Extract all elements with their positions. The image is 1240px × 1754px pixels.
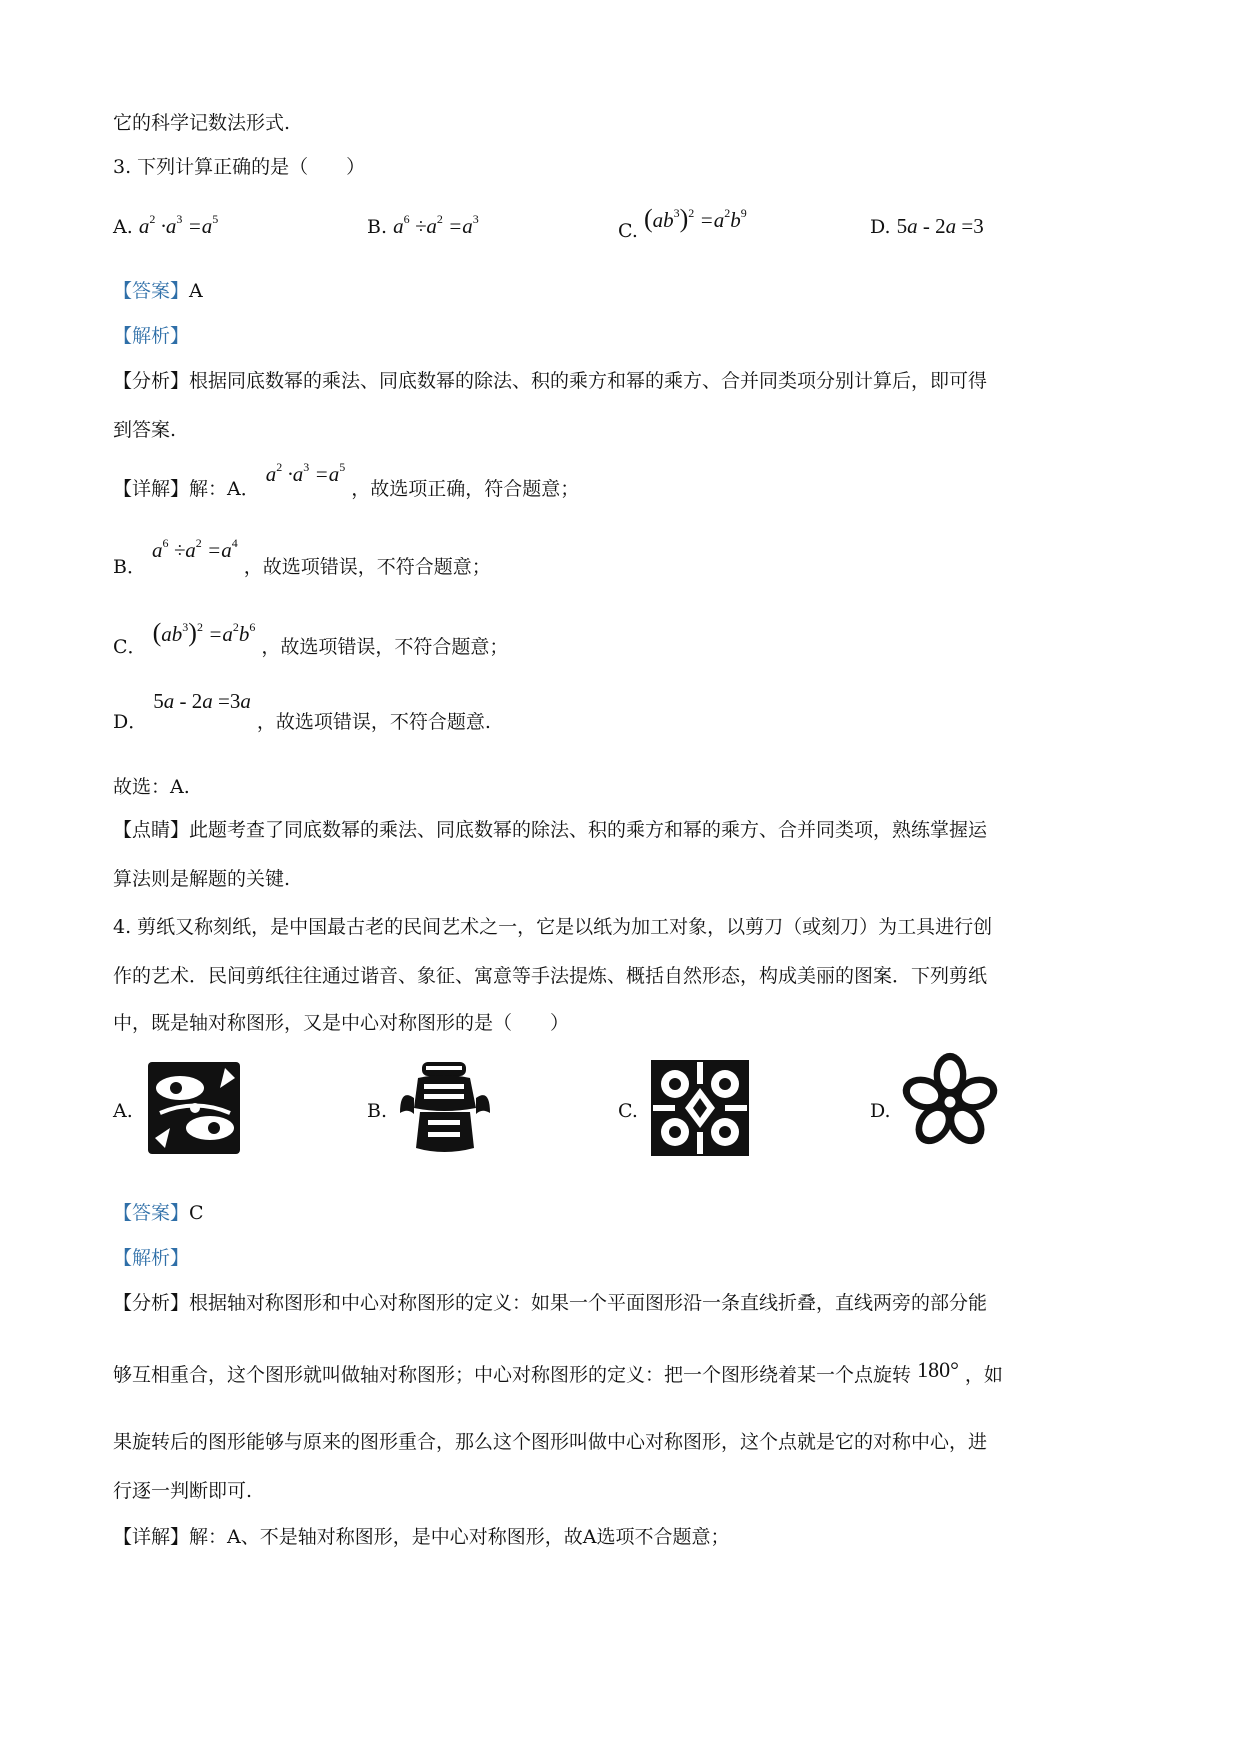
q3-fenxi-line-1 (113, 366, 987, 393)
continued-text: 它的科学记数法形式. (113, 112, 291, 134)
xiangjie-suffix: ，故选项错误，不符合题意. (256, 711, 491, 733)
math-expression: $a^2 \cdot a^3 =a^5$ (265, 460, 346, 486)
math-expression: 5a - 2a =3a (153, 689, 251, 713)
q3-jiexi-tag: 【解析】 (113, 325, 190, 347)
q4-stem-line-1: 4. 剪纸又称刻纸，是中国最古老的民间艺术之一，它是以纸为加工对象，以剪刀（或刻刀）为工具进行创 (113, 916, 993, 938)
math-expression: $(ab^3)^2 =a^2b^6$ (152, 618, 256, 647)
xiangjie-prefix: B． (113, 556, 146, 578)
papercut-square-flower-image (645, 1058, 755, 1158)
q3-xiangjie-b (113, 536, 491, 579)
q4-option-b-label: B. (367, 1100, 388, 1122)
xiangjie-prefix: C． (113, 636, 147, 658)
papercut-vase-image (390, 1058, 500, 1158)
xiangjie-tag: 【详解】 (113, 478, 190, 500)
answer-tag: 【答案】 (113, 1202, 190, 1224)
q4-answer (113, 1198, 204, 1225)
q4-option-d-label: D. (870, 1100, 891, 1122)
fenxi-text-end: ，如 (964, 1364, 1003, 1386)
q3-xiangjie-a (113, 460, 580, 501)
option-label: C. (618, 220, 638, 242)
fenxi-tag: 【分析】 (113, 1292, 190, 1314)
xiangjie-suffix: ，故选项错误，不符合题意； (261, 636, 509, 658)
q4-jiexi-tag: 【解析】 (113, 1247, 190, 1269)
q3-option-d (870, 214, 984, 239)
dianjing-text: 此题考查了同底数幂的乘法、同底数幂的除法、积的乘方和幂的乘方、合并同类项，熟练掌握运 (189, 819, 988, 841)
answer-value: C (189, 1202, 204, 1224)
q4-stem-line-2: 作的艺术．民间剪纸往往通过谐音、象征、寓意等手法提炼、概括自然形态，构成美丽的图案．下列剪纸 (113, 965, 988, 987)
dianjing-tag: 【点睛】 (113, 819, 190, 841)
answer-tag: 【答案】 (113, 280, 190, 302)
q4-stem-line-3: 中，既是轴对称图形，又是中心对称图形的是（ ） (113, 1012, 570, 1034)
q4-fenxi-line-4: 行逐一判断即可. (113, 1480, 253, 1502)
fenxi-text: 根据同底数幂的乘法、同底数幂的除法、积的乘方和幂的乘方、合并同类项分别计算后，即可得 (189, 370, 988, 392)
angle-value: 180° (917, 1357, 959, 1382)
math-expression: $a^6 \div a^2 =a^4$ (152, 536, 238, 562)
fenxi-tag: 【分析】 (113, 370, 190, 392)
q4-xiangjie-line-1 (113, 1522, 729, 1549)
xiangjie-tag: 【详解】 (113, 1526, 190, 1548)
q3-xiangjie-c (113, 618, 509, 660)
q3-dianjing-line-1 (113, 815, 987, 842)
option-label: B. (367, 216, 388, 238)
xiangjie-suffix: ，故选项错误，不符合题意； (243, 556, 491, 578)
math-expression: $a^2 \cdot a^3 =a^5$ (138, 212, 219, 238)
fenxi-text: 够互相重合，这个图形就叫做轴对称图形；中心对称图形的定义：把一个图形绕着某一个点旋转 (113, 1364, 912, 1386)
math-expression: 5a - 2a =3 (896, 214, 984, 238)
xiangjie-suffix: ，故选项正确，符合题意； (351, 478, 580, 500)
xiangjie-text: 解：A、不是轴对称图形，是中心对称图形，故A选项不合题意； (189, 1526, 730, 1548)
fenxi-text: 根据轴对称图形和中心对称图形的定义：如果一个平面图形沿一条直线折叠，直线两旁的部分能 (189, 1292, 988, 1314)
math-expression: $(ab^3)^2 =a^2b^9$ (643, 204, 747, 233)
q4-option-c-label: C. (618, 1100, 638, 1122)
q3-answer (113, 276, 203, 303)
xiangjie-prefix: D． (113, 711, 148, 733)
q3-option-a (113, 214, 218, 239)
q4-fenxi-line-3: 果旋转后的图形能够与原来的图形重合，那么这个图形叫做中心对称图形，这个点就是它的对称中心，进 (113, 1431, 988, 1453)
papercut-flower-image (895, 1052, 1005, 1152)
q4-fenxi-line-2 (113, 1357, 1003, 1387)
option-label: A. (113, 216, 133, 238)
option-label: D. (870, 216, 891, 238)
answer-value: A (189, 280, 203, 302)
q4-option-a-label: A. (113, 1100, 133, 1122)
xiangjie-prefix: 解：A． (189, 478, 260, 500)
q3-guxuan: 故选：A. (113, 776, 190, 798)
q4-fenxi-line-1 (113, 1288, 987, 1315)
q3-stem: 3. 下列计算正确的是（ ） (113, 156, 366, 178)
q3-fenxi-line-2: 到答案. (113, 419, 177, 441)
q3-dianjing-line-2: 算法则是解题的关键. (113, 868, 291, 890)
q3-xiangjie-d (113, 689, 491, 734)
papercut-fish-image (140, 1058, 250, 1158)
q3-option-b (367, 214, 479, 239)
q3-option-c (618, 204, 747, 242)
math-expression: $a^6 \div a^2 =a^3$ (393, 212, 479, 238)
